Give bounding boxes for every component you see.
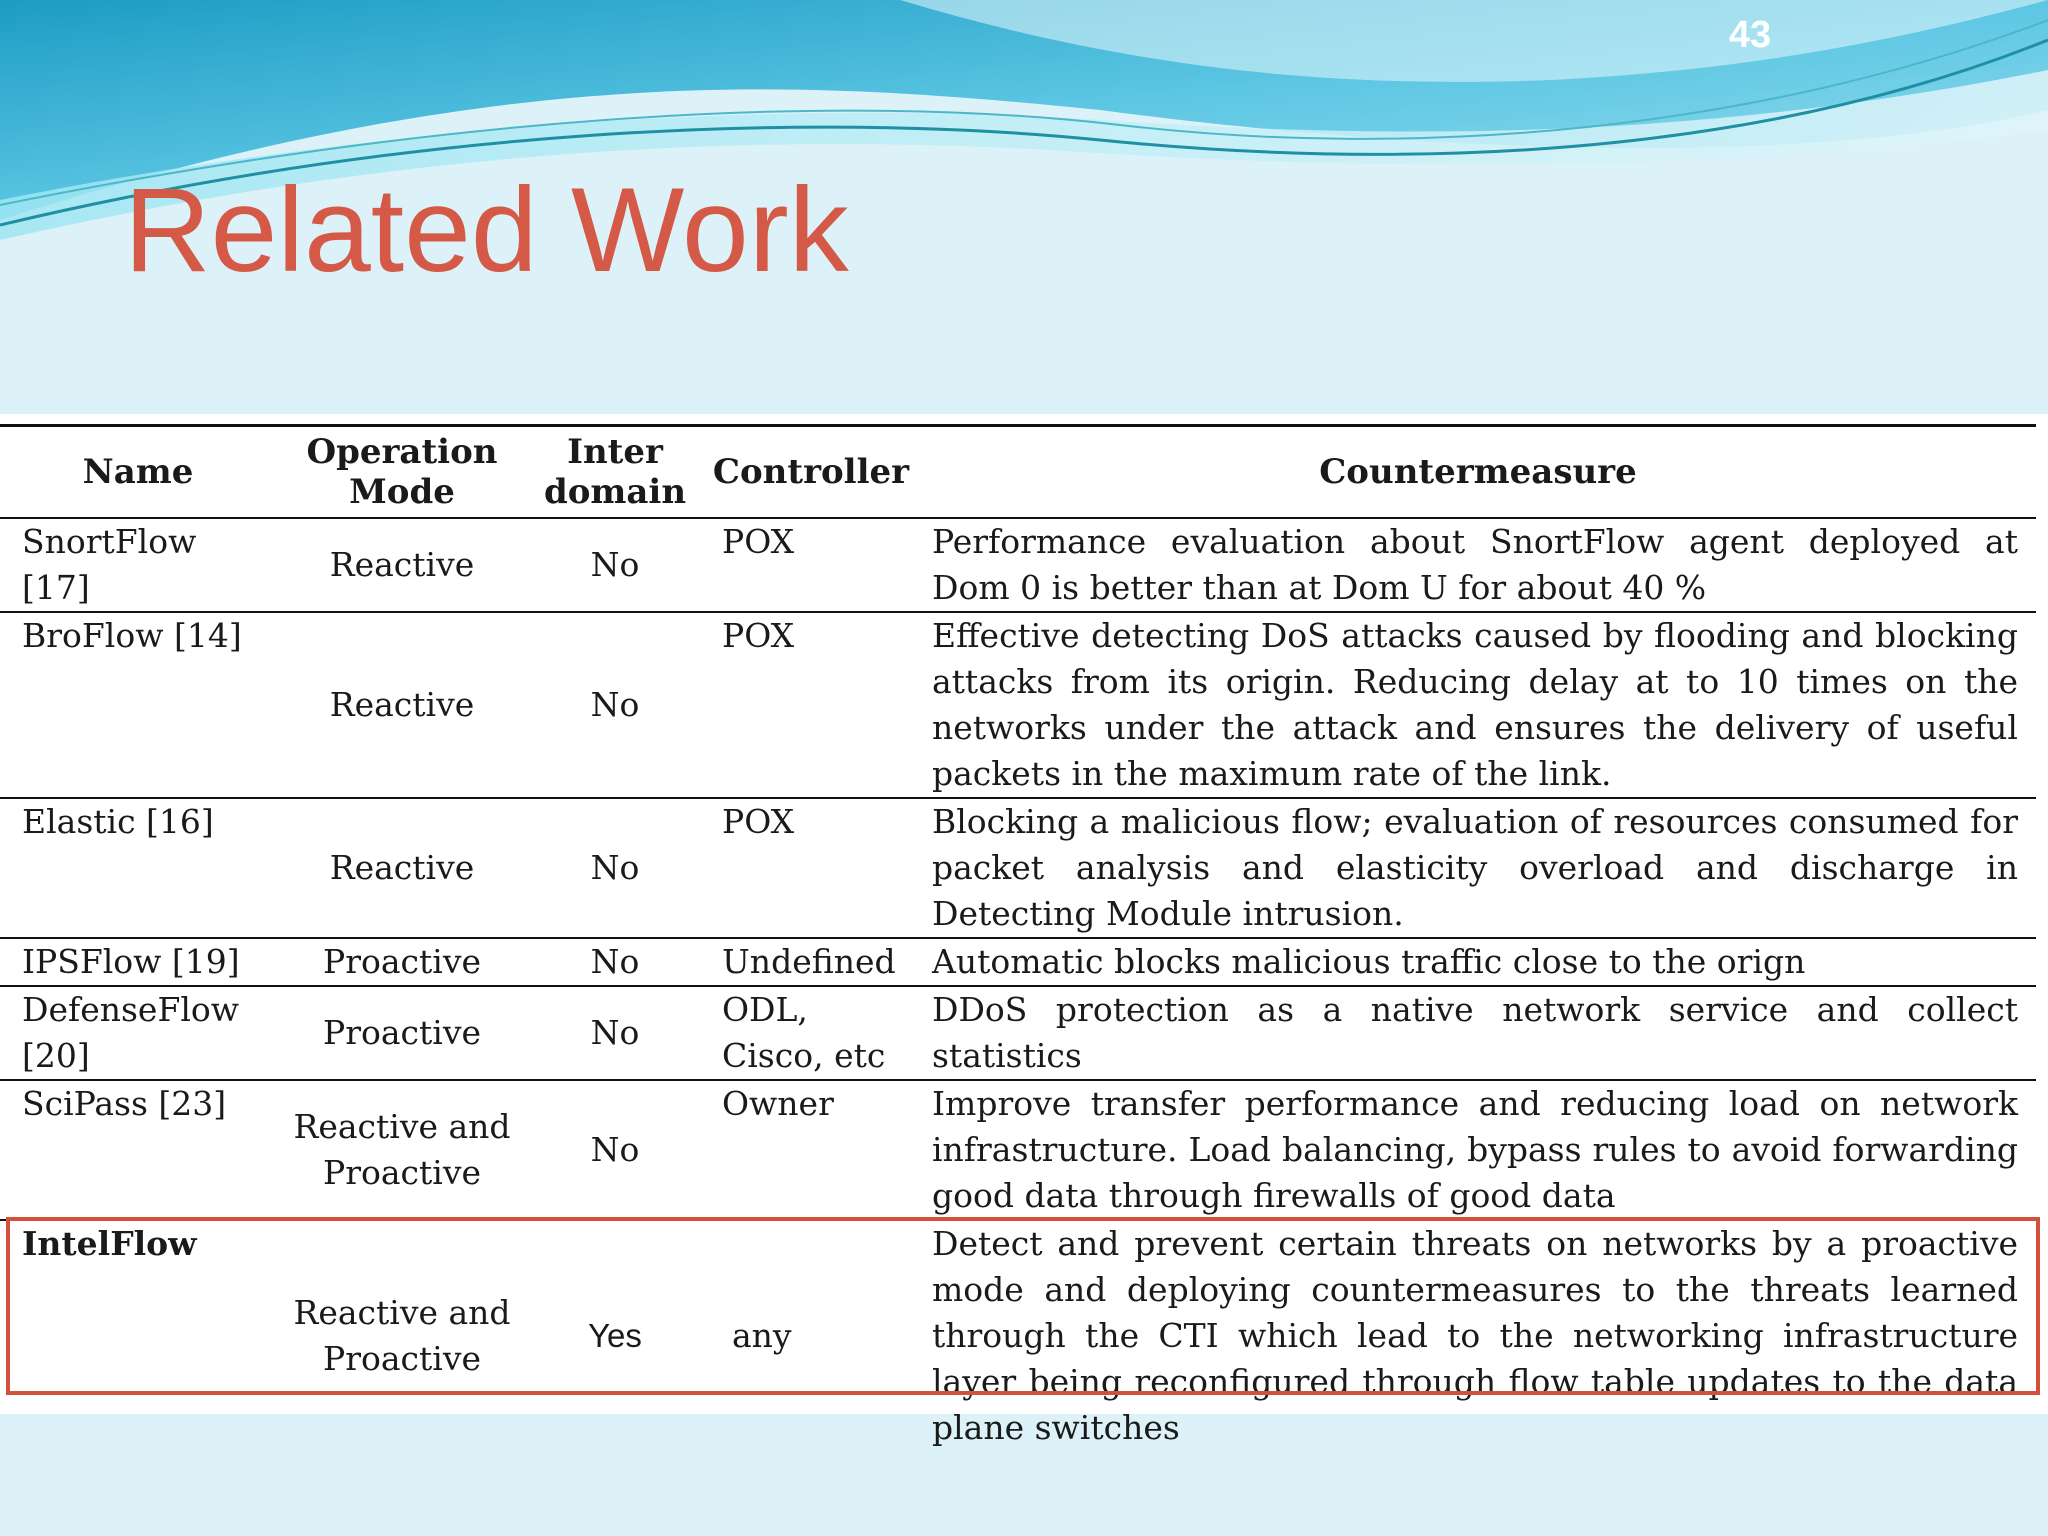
cell-controller: POX	[702, 798, 920, 938]
cell-countermeasure: Improve transfer performance and reducing load on network infrastructure. Load balancing, bypass rules to avoid forwarding good data through firewalls of good data	[920, 1080, 2036, 1220]
table-row	[0, 612, 2036, 798]
cell-mode: Reactive	[276, 518, 528, 612]
cell-countermeasure: Detect and prevent certain threats on networks by a proactive mode and deploying countermeasures to the threats learned through the CTI which lead to the networking infrastructure layer being reconfigured through flow table updates to the data plane switches	[932, 1224, 2018, 1447]
cell-mode: Reactive and Proactive	[293, 1293, 511, 1378]
table-row	[0, 1080, 2036, 1220]
cell-name: DefenseFlow [20]	[0, 986, 276, 1080]
cell-name: BroFlow [14]	[0, 612, 276, 798]
header-controller: Controller	[702, 426, 920, 519]
header-operation-mode: Operation Mode	[276, 426, 528, 519]
cell-countermeasure: Effective detecting DoS attacks caused by flooding and blocking attacks from its origin. Reducing delay at to 10 times on the networks under the attack and ensures the delivery of useful packets in the maximum rate of the link.	[920, 612, 2036, 798]
table-row-intelflow	[0, 1220, 2036, 1451]
cell-mode: Reactive	[276, 612, 528, 798]
cell-inter-domain: No	[528, 938, 702, 986]
table-row	[0, 938, 2036, 986]
cell-inter-domain: No	[528, 518, 702, 612]
cell-mode: Reactive	[276, 798, 528, 938]
related-work-table-panel	[0, 414, 2048, 1447]
cell-countermeasure: Automatic blocks malicious traffic close to the orign	[920, 938, 2036, 986]
table-header-row	[0, 426, 2036, 519]
cell-controller: POX	[702, 518, 920, 612]
cell-controller: Owner	[702, 1080, 920, 1220]
cell-inter-domain: No	[528, 612, 702, 798]
cell-countermeasure: Performance evaluation about SnortFlow agent deployed at Dom 0 is better than at Dom U for about 40 %	[920, 518, 2036, 612]
cell-mode: Proactive	[276, 986, 528, 1080]
cell-controller: Undefined	[702, 938, 920, 986]
cell-name: IPSFlow [19]	[0, 938, 276, 986]
slide-number: 43	[1728, 14, 1772, 56]
cell-name: SciPass [23]	[0, 1080, 276, 1220]
cell-name: SnortFlow [17]	[0, 518, 276, 612]
cell-inter-domain: No	[528, 798, 702, 938]
cell-mode: Proactive	[276, 938, 528, 986]
cell-countermeasure: DDoS protection as a native network service and collect statistics	[920, 986, 2036, 1080]
cell-countermeasure: Blocking a malicious flow; evaluation of resources consumed for packet analysis and elasticity overload and discharge in Detecting Module intrusion.	[920, 798, 2036, 938]
cell-controller: any	[732, 1316, 792, 1355]
related-work-table	[0, 424, 2036, 1451]
header-countermeasure: Countermeasure	[920, 426, 2036, 519]
table-row	[0, 518, 2036, 612]
cell-name: IntelFlow	[22, 1224, 197, 1263]
cell-controller: POX	[702, 612, 920, 798]
cell-inter-domain: No	[528, 1080, 702, 1220]
header-inter-domain: Inter domain	[528, 426, 702, 519]
cell-mode: Reactive and Proactive	[276, 1080, 528, 1220]
cell-name: Elastic [16]	[0, 798, 276, 938]
cell-controller: ODL, Cisco, etc	[702, 986, 920, 1080]
table-row	[0, 798, 2036, 938]
header-name: Name	[0, 426, 276, 519]
cell-inter-domain: No	[528, 986, 702, 1080]
page-title: Related Work	[124, 163, 849, 297]
cell-inter-domain: Yes	[588, 1317, 642, 1354]
table-row	[0, 986, 2036, 1080]
